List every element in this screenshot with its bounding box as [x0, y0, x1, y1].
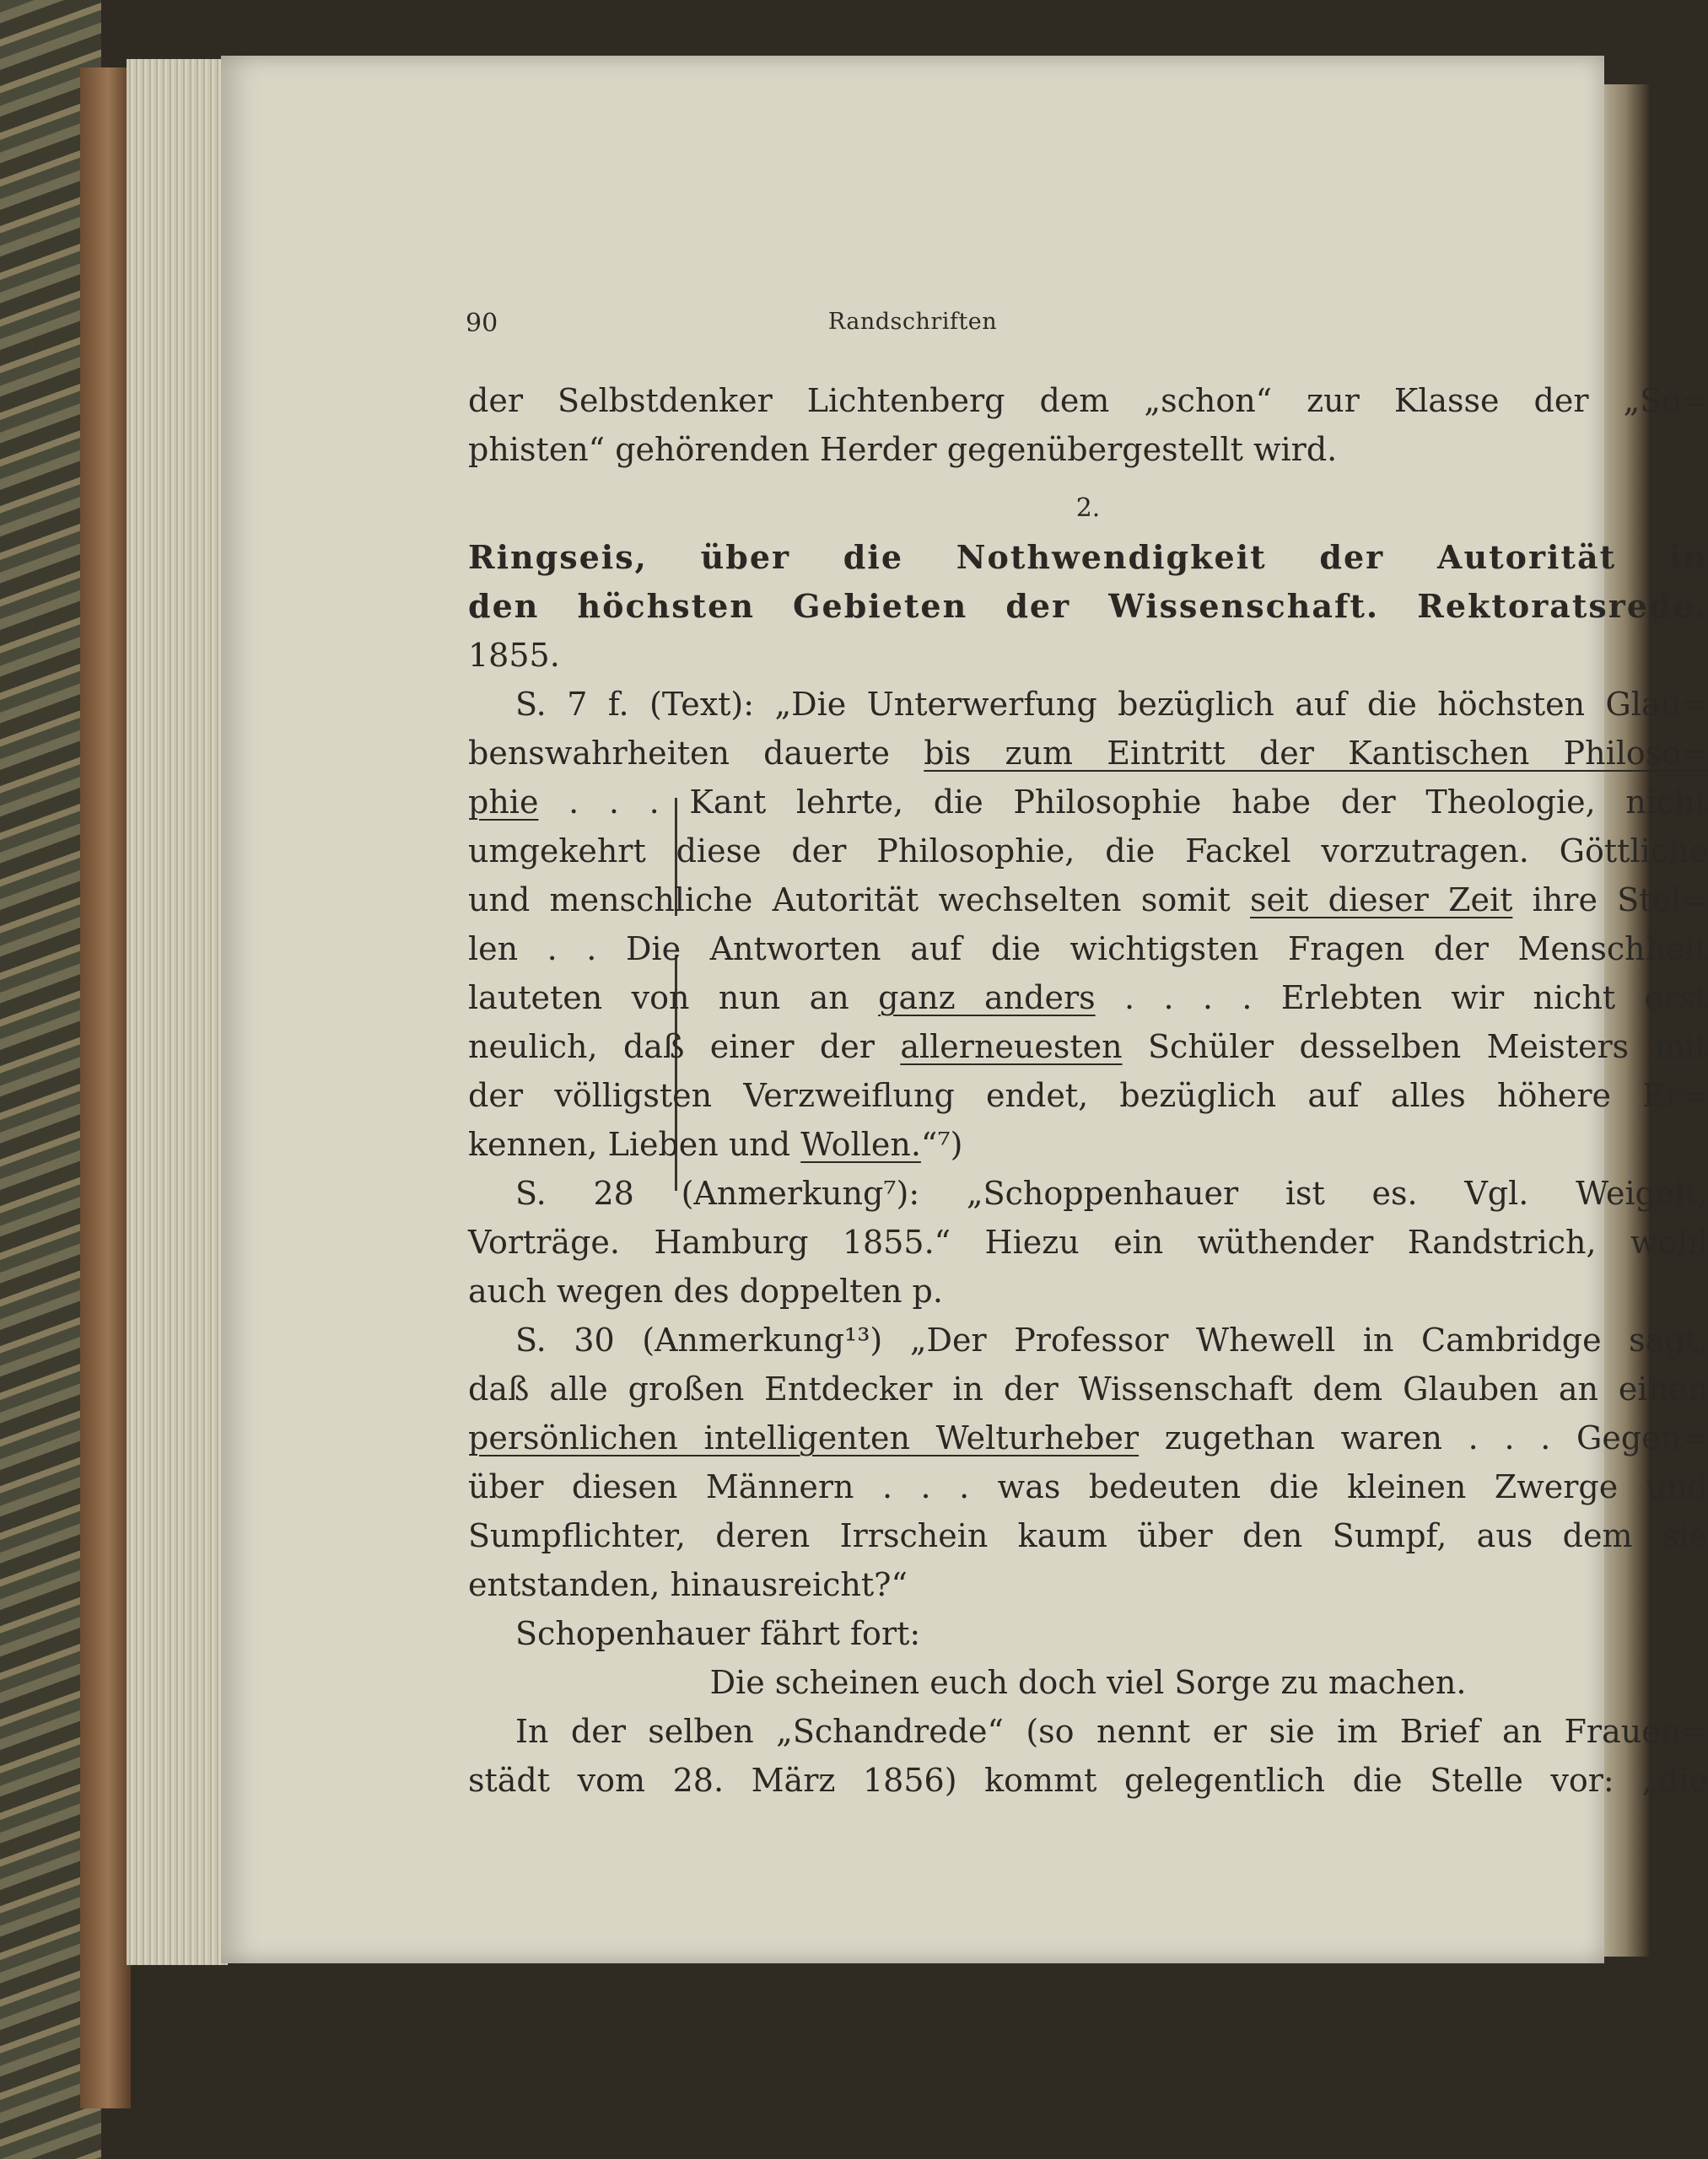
text-line: entstanden, hinausreicht?“	[468, 1566, 908, 1603]
text-line: phisten“ gehörenden Herder gegenübergestellt wird.	[468, 431, 1338, 468]
book-page	[221, 56, 1708, 1963]
text-line: umgekehrt diese der Philosophie, die Fackel vorzutragen. Göttliche	[468, 832, 1708, 870]
underlined-text: persönlichen intelligenten Welturheber	[468, 1419, 1140, 1456]
text-line: S. 7 f. (Text): „Die Unterwerfung bezüglich auf die höchsten Glau=	[515, 686, 1708, 723]
text-segment: neulich, daß einer der	[468, 1028, 901, 1065]
section-heading-year: 1855.	[468, 637, 560, 674]
page-number: 90	[466, 309, 498, 338]
text-line: Vorträge. Hamburg 1855.“ Hiezu ein wüthender Randstrich, wohl	[468, 1224, 1708, 1261]
text-line: Sumpflichter, deren Irrschein kaum über den Sumpf, aus dem sie	[468, 1517, 1708, 1554]
text-line: S. 30 (Anmerkung¹³) „Der Professor Whewell in Cambridge sagt,	[515, 1322, 1708, 1359]
text-line	[468, 973, 1708, 1022]
text-line	[468, 1022, 1708, 1071]
page-edges	[127, 59, 228, 1965]
text-line	[468, 1413, 1708, 1462]
underlined-text: phie	[468, 783, 539, 821]
underlined-text: bis zum Eintritt der Kantischen Philoso=	[924, 735, 1708, 772]
text-line: In der selben „Schandrede“ (so nennt er sie im Brief an Frauen=	[515, 1713, 1708, 1750]
text-segment: lauteten von nun an	[468, 979, 879, 1016]
text-line: len . . Die Antworten auf die wichtigsten Fragen der Menschheit	[468, 930, 1708, 967]
text-line: städt vom 28. März 1856) kommt gelegentlich die Stelle vor: „die	[468, 1762, 1708, 1799]
quote-line: Die scheinen euch doch viel Sorge zu machen.	[709, 1664, 1467, 1701]
text-segment: . . . Kant lehrte, die Philosophie habe der Theologie, nicht	[538, 783, 1708, 821]
text-segment: zugethan waren . . . Gegen=	[1139, 1419, 1708, 1456]
text-segment: Schüler desselben Meisters mit	[1122, 1028, 1708, 1065]
text-line: über diesen Männern . . . was bedeuten die kleinen Zwerge und	[468, 1468, 1708, 1505]
text-line: Schopenhauer fährt fort:	[515, 1615, 921, 1652]
text-line	[468, 778, 1708, 826]
text-line: der Selbstdenker Lichtenberg dem „schon“ zur Klasse der „So=	[468, 382, 1708, 419]
text-segment: benswahrheiten dauerte	[468, 735, 891, 772]
text-line	[468, 875, 1708, 924]
underlined-text: Wollen.	[800, 1126, 921, 1163]
text-segment: und menschliche Autorität wechselten somit	[468, 881, 1250, 918]
text-segment: kennen, Lieben und	[468, 1126, 801, 1163]
text-line	[468, 729, 1708, 778]
text-segment: . . . . Erlebten wir nicht erst	[1095, 979, 1708, 1016]
section-heading: den höchsten Gebieten der Wissenschaft. Rektoratsrede.	[468, 587, 1708, 625]
section-number: 2.	[1075, 493, 1101, 523]
text-line: auch wegen des doppelten p.	[468, 1273, 943, 1310]
main-text	[468, 376, 1708, 1805]
text-line	[468, 1120, 1708, 1169]
text-line: daß alle großen Entdecker in der Wissenschaft dem Glauben an einen	[468, 1370, 1708, 1408]
text-line: S. 28 (Anmerkung⁷): „Schoppenhauer ist es. Vgl. Weigelt,	[515, 1175, 1708, 1212]
book-spine	[80, 67, 131, 2108]
underlined-text: seit dieser Zeit	[1250, 881, 1513, 918]
text-segment: ihre Stel=	[1512, 881, 1708, 918]
underlined-text: ganz anders	[878, 979, 1096, 1016]
page-header	[221, 309, 1604, 342]
text-segment: “⁷)	[920, 1126, 963, 1163]
section-heading: Ringseis, über die Nothwendigkeit der Autorität in	[468, 538, 1708, 576]
running-title: Randschriften	[827, 309, 998, 335]
underlined-text: allerneuesten	[900, 1028, 1123, 1065]
text-line: der völligsten Verzweiflung endet, bezüglich auf alles höhere Er=	[468, 1077, 1708, 1114]
